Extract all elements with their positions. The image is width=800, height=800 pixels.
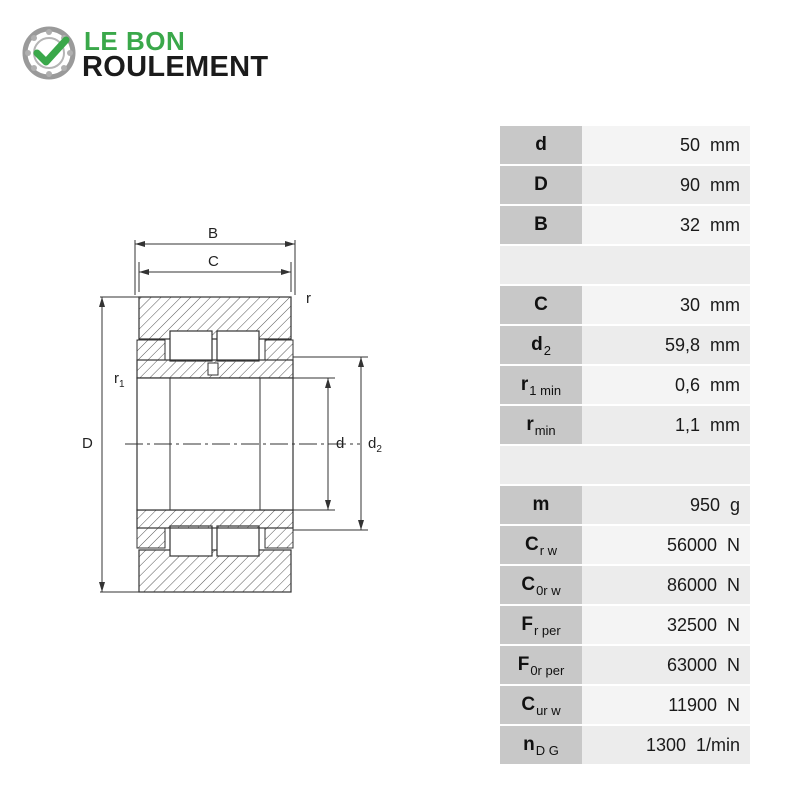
spec-key-symbol: C xyxy=(534,294,548,315)
spec-value-unit: N xyxy=(727,574,740,595)
spec-value xyxy=(582,606,750,644)
dim-label-B: B xyxy=(208,225,219,242)
spec-row xyxy=(500,646,750,684)
spec-key-subscript: 0r w xyxy=(536,582,561,598)
spec-value xyxy=(582,126,750,164)
spec-key-subscript: r w xyxy=(539,542,558,558)
spec-value xyxy=(582,406,750,444)
spec-row-separator xyxy=(500,246,750,284)
spec-key-symbol: C xyxy=(521,694,536,715)
spec-value xyxy=(582,526,750,564)
dim-label-C: C xyxy=(208,253,219,270)
spec-value xyxy=(582,566,750,604)
logo-line-2: ROULEMENT xyxy=(82,51,269,83)
spec-key xyxy=(500,366,582,404)
spec-value xyxy=(582,686,750,724)
spec-value xyxy=(582,326,750,364)
spec-value-number: 32500 xyxy=(666,614,717,635)
spec-row xyxy=(500,486,750,524)
spec-value-number: 86000 xyxy=(666,574,717,595)
spec-row-separator xyxy=(500,446,750,484)
spec-key xyxy=(500,126,582,164)
spec-key-symbol: B xyxy=(534,214,548,235)
spec-value-unit: mm xyxy=(710,414,740,435)
spec-value xyxy=(582,166,750,204)
spec-value xyxy=(582,366,750,404)
spec-value xyxy=(582,286,750,324)
spec-key-symbol: F xyxy=(521,614,533,635)
spec-key xyxy=(500,326,582,364)
spec-key-subscript: D G xyxy=(535,742,559,758)
spec-key xyxy=(500,606,582,644)
spec-value-unit: mm xyxy=(710,214,740,235)
spec-value-unit: 1/min xyxy=(695,734,740,755)
spec-value-unit: N xyxy=(727,694,740,715)
spec-row xyxy=(500,686,750,724)
spec-key xyxy=(500,566,582,604)
spec-key-symbol: d xyxy=(531,334,543,355)
spec-key-subscript: ur w xyxy=(536,702,561,718)
spec-row xyxy=(500,126,750,164)
spec-value-number: 0,6 xyxy=(674,374,700,395)
spec-key-symbol: r xyxy=(526,414,534,435)
dim-label-d2: $d_2$ xyxy=(368,435,382,455)
spec-row xyxy=(500,326,750,364)
brand-logo[interactable] xyxy=(22,26,302,86)
spec-value-number: 59,8 xyxy=(664,334,700,355)
spec-key-symbol: F xyxy=(517,654,530,675)
spec-row xyxy=(500,566,750,604)
spec-value-unit: mm xyxy=(710,374,740,395)
spec-value xyxy=(582,646,750,684)
spec-value-number: 50 xyxy=(679,134,700,155)
spec-value-number: 11900 xyxy=(668,694,717,715)
spec-value-unit: mm xyxy=(710,174,740,195)
spec-row xyxy=(500,726,750,764)
spec-value-number: 56000 xyxy=(666,534,717,555)
spec-value-number: 1300 xyxy=(645,734,686,755)
spec-row xyxy=(500,206,750,244)
spec-value-unit: mm xyxy=(710,294,740,315)
spec-key xyxy=(500,286,582,324)
spec-key-symbol: C xyxy=(524,534,539,555)
spec-key-subscript: 2 xyxy=(543,342,551,358)
spec-key xyxy=(500,166,582,204)
spec-row xyxy=(500,406,750,444)
spec-value-unit: N xyxy=(727,614,740,635)
spec-key xyxy=(500,486,582,524)
bearing-drawing xyxy=(60,200,420,620)
spec-value xyxy=(582,486,750,524)
spec-key xyxy=(500,646,582,684)
spec-key-subscript: min xyxy=(534,422,556,438)
dim-label-d: d xyxy=(336,435,345,452)
spec-row xyxy=(500,366,750,404)
spec-key-symbol: n xyxy=(523,734,535,755)
spec-table xyxy=(500,126,750,766)
dim-label-D: D xyxy=(82,435,93,452)
logo-line-1: LE BON xyxy=(84,26,186,56)
spec-row xyxy=(500,526,750,564)
spec-row xyxy=(500,606,750,644)
bearing-cross-section xyxy=(60,200,420,620)
spec-key-subscript: r per xyxy=(533,622,561,638)
spec-value-number: 1,1 xyxy=(674,414,700,435)
dim-label-r1: $r_1$ xyxy=(114,370,125,390)
spec-value-number: 950 xyxy=(689,494,720,515)
spec-key-symbol: C xyxy=(521,574,536,595)
spec-key xyxy=(500,686,582,724)
spec-row xyxy=(500,166,750,204)
spec-key-symbol: r xyxy=(520,374,529,395)
bearing-check-icon xyxy=(22,26,76,80)
spec-value-unit: g xyxy=(729,494,740,515)
spec-value-unit: N xyxy=(727,534,740,555)
spec-key-symbol: D xyxy=(534,174,548,195)
spec-key xyxy=(500,526,582,564)
spec-value-unit: mm xyxy=(710,134,740,155)
spec-value-unit: mm xyxy=(710,334,740,355)
spec-row xyxy=(500,286,750,324)
spec-key-symbol: d xyxy=(535,134,547,155)
spec-value-number: 32 xyxy=(679,214,700,235)
spec-key xyxy=(500,726,582,764)
spec-key xyxy=(500,206,582,244)
spec-value-number: 90 xyxy=(679,174,700,195)
spec-key-subscript: 1 min xyxy=(529,382,562,398)
dim-label-r: r xyxy=(306,290,311,307)
spec-key-symbol: m xyxy=(532,494,550,515)
spec-value-unit: N xyxy=(727,654,740,675)
spec-key-subscript: 0r per xyxy=(530,662,565,678)
spec-value xyxy=(582,726,750,764)
spec-value xyxy=(582,206,750,244)
spec-value-number: 63000 xyxy=(666,654,717,675)
spec-key xyxy=(500,406,582,444)
spec-value-number: 30 xyxy=(679,294,700,315)
